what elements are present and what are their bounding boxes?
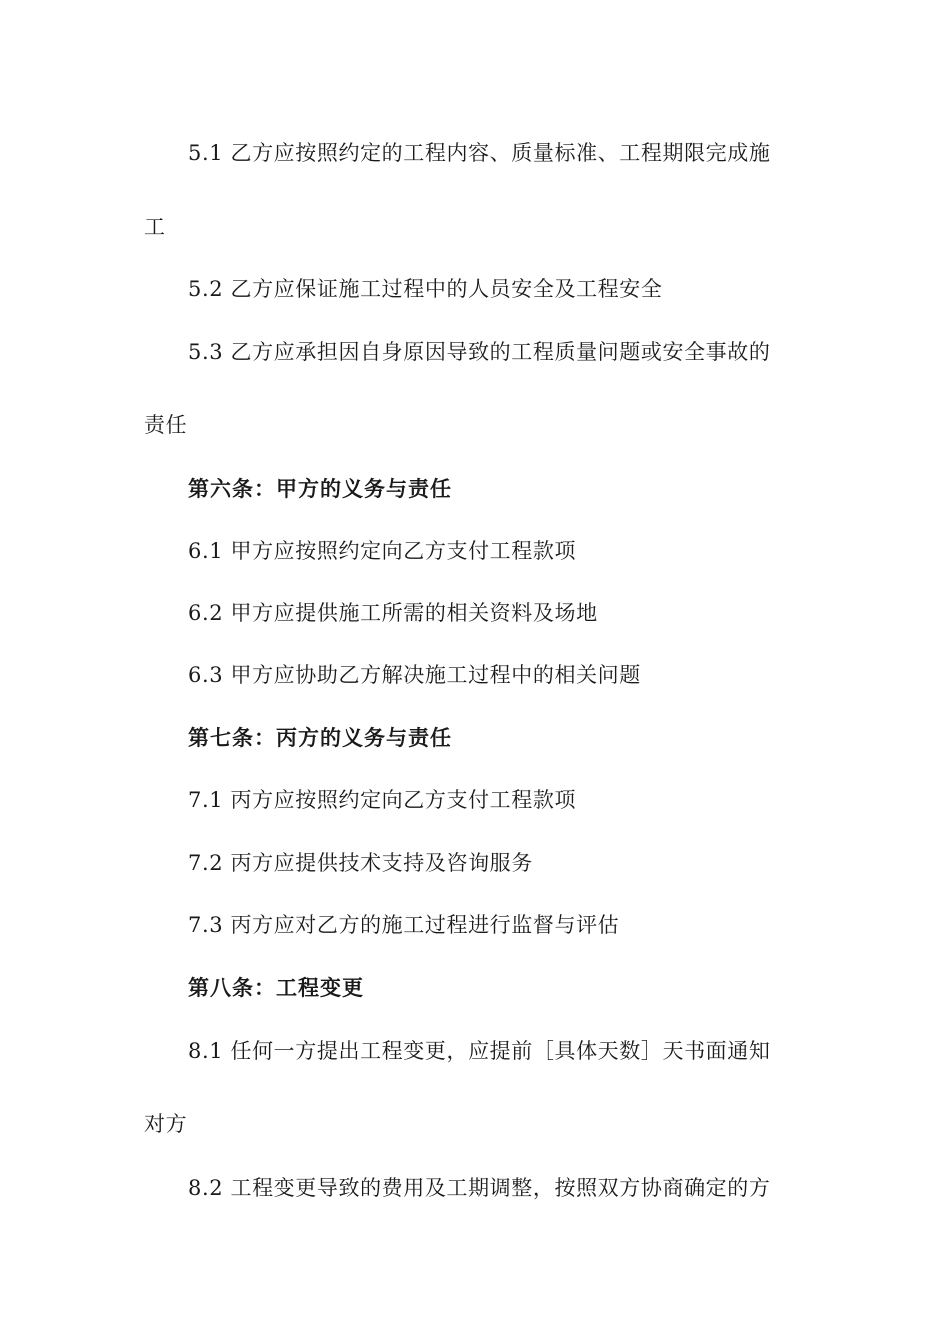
clause-5-1-text: 5.1 乙方应按照约定的工程内容、质量标准、工程期限完成施 bbox=[188, 141, 771, 165]
clause-5-1-continuation: 工 bbox=[144, 215, 166, 239]
clause-7-2-text: 7.2 丙方应提供技术支持及咨询服务 bbox=[188, 851, 533, 875]
clause-8-2-text: 8.2 工程变更导致的费用及工期调整，按照双方协商确定的方 bbox=[188, 1176, 771, 1200]
clause-6-1-text: 6.1 甲方应按照约定向乙方支付工程款项 bbox=[188, 539, 577, 563]
clause-8-1-text: 8.1 任何一方提出工程变更，应提前［具体天数］天书面通知 bbox=[188, 1039, 771, 1063]
clause-8-1-continuation: 对方 bbox=[144, 1112, 188, 1136]
clause-6-3-text: 6.3 甲方应协助乙方解决施工过程中的相关问题 bbox=[188, 663, 641, 687]
clause-5-2-text: 5.2 乙方应保证施工过程中的人员安全及工程安全 bbox=[188, 277, 663, 301]
clause-7-3-text: 7.3 丙方应对乙方的施工过程进行监督与评估 bbox=[188, 913, 620, 937]
clause-5-3-text: 5.3 乙方应承担因自身原因导致的工程质量问题或安全事故的 bbox=[188, 340, 771, 364]
clause-6-2-text: 6.2 甲方应提供施工所需的相关资料及场地 bbox=[188, 601, 598, 625]
article-6-heading: 第六条：甲方的义务与责任 bbox=[188, 477, 452, 501]
article-7-heading: 第七条：丙方的义务与责任 bbox=[188, 726, 452, 750]
clause-7-1-text: 7.1 丙方应按照约定向乙方支付工程款项 bbox=[188, 788, 577, 812]
clause-5-3-continuation: 责任 bbox=[144, 413, 188, 437]
article-8-heading: 第八条：工程变更 bbox=[188, 976, 364, 1000]
